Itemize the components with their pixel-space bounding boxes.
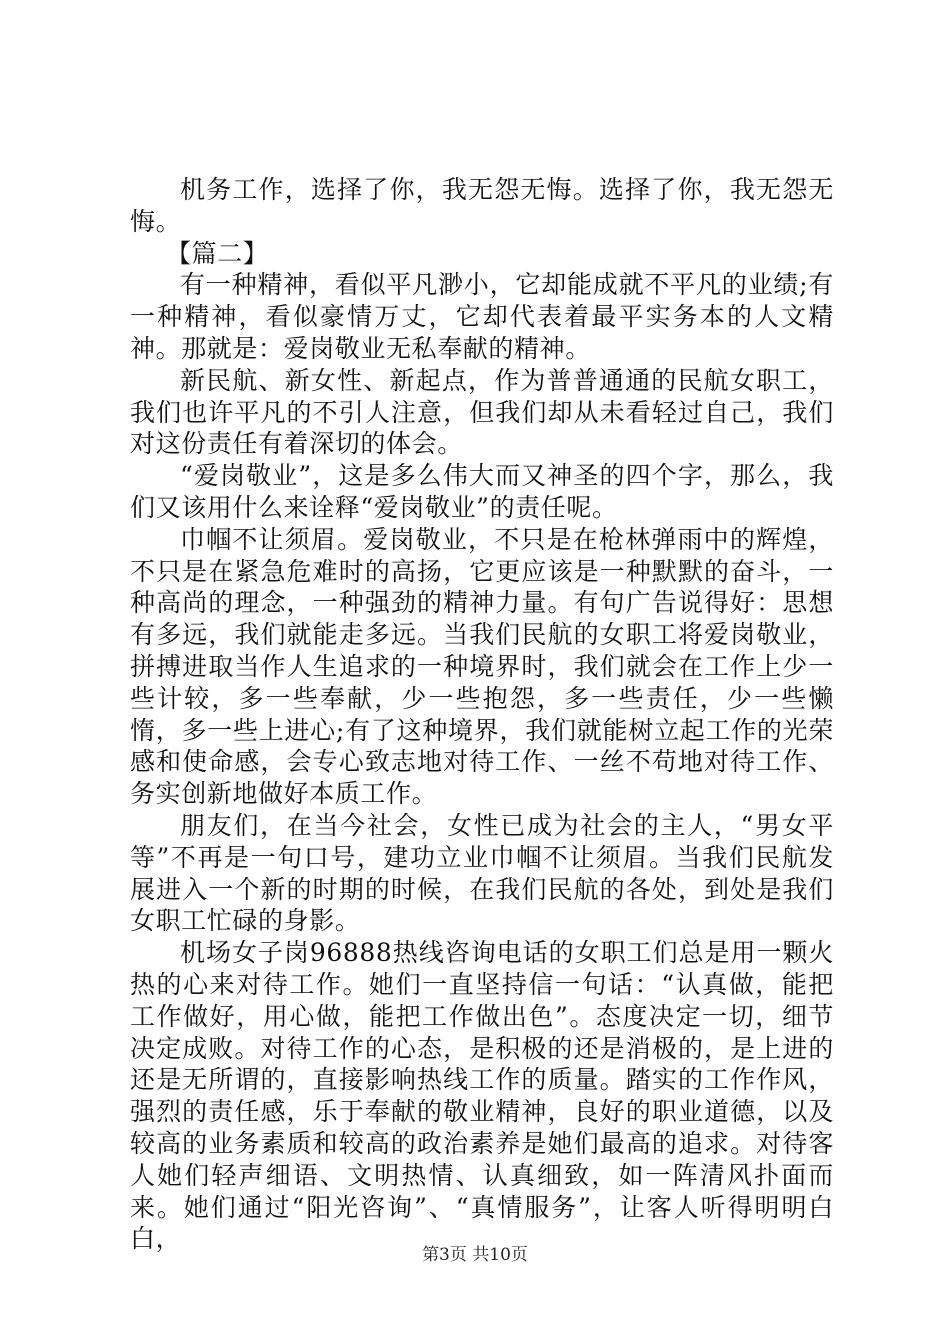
paragraph-5: 巾帼不让须眉。爱岗敬业，不只是在枪林弹雨中的辉煌，不只是在紧急危难时的高扬，它更应该是一种默默的奋斗，一种高尚的理念，一种强劲的精神力量。有句广告说得好：思想有多远，我们就能走多远。当我们民航的女职工将爱岗敬业，拼搏进取当作人生追求的一种境界时，我们就会在工作上少一些计较，多一些奉献，少一些抱怨，多一些责任，少一些懒惰，多一些上进心;有了这种境界，我们就能树立起工作的光荣感和使命感，会专心致志地对待工作、一丝不苟地对待工作、务实创新地做好本质工作。 [130,524,834,809]
paragraph-2: 有一种精神，看似平凡渺小，它却能成就不平凡的业绩;有一种精神，看似豪情万丈，它却代表着最平实务本的人文精神。那就是：爱岗敬业无私奉献的精神。 [130,270,834,363]
paragraph-6: 朋友们，在当今社会，女性已成为社会的主人，“男女平等”不再是一句口号，建功立业巾帼不让须眉。当我们民航发展进入一个新的时期的时候，在我们民航的各处，到处是我们女职工忙碌的身影。 [130,810,834,936]
paragraph-1: 机务工作，选择了你，我无怨无悔。选择了你，我无怨无悔。 [130,175,834,236]
paragraph-4: “爱岗敬业”，这是多么伟大而又神圣的四个字，那么，我们又该用什么来诠释“爱岗敬业”的责任呢。 [130,461,834,522]
paragraph-3: 新民航、新女性、新起点，作为普普通通的民航女职工，我们也许平凡的不引人注意，但我们却从未看轻过自己，我们对这份责任有着深切的体会。 [130,365,834,459]
page-footer: 第3页 共10页 [422,1245,528,1265]
section-heading: 【篇二】 [166,238,269,268]
document-body [130,174,834,1255]
paragraph-7: 机场女子岗96888热线咨询电话的女职工们总是用一颗火热的心来对待工作。她们一直坚持信一句话：“认真做，能把工作做好，用心做，能把工作做出色”。态度决定一切，细节决定成败。对待工作的心态，是积极的还是消极的，是上进的还是无所谓的，直接影响热线工作的质量。踏实的工作作风，强烈的责任感，乐于奉献的敬业精神，良好的职业道德，以及较高的业务素质和较高的政治素养是她们最高的追求。对待客人她们轻声细语、文明热情、认真细致，如一阵清风扑面而来。她们通过“阳光咨询”、“真情服务”，让客人听得明明白白， [130,938,834,1254]
